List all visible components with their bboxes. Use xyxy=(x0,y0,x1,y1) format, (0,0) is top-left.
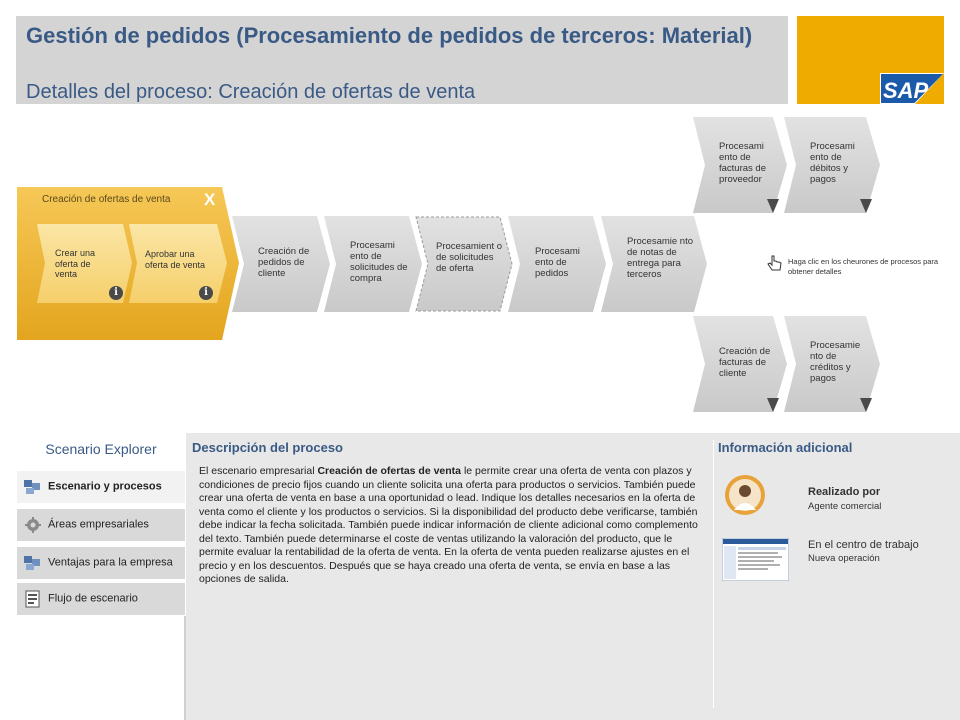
chevron-label: Procesami ento de facturas de proveedor xyxy=(719,141,766,185)
chevron-label: Creación de pedidos de cliente xyxy=(258,246,310,279)
chevron-sales-order[interactable] xyxy=(232,216,330,312)
person-avatar-icon xyxy=(724,474,766,516)
flow-icon xyxy=(23,590,43,608)
chart-icon xyxy=(23,554,43,572)
chevron-debits-payments[interactable] xyxy=(784,117,880,213)
step-label: Aprobar una oferta de venta xyxy=(145,249,206,270)
sap-logo xyxy=(797,16,944,104)
chevron-label: Procesamie nto de créditos y pagos xyxy=(810,340,861,384)
info-icon[interactable]: i xyxy=(199,286,213,300)
description-title: Descripción del proceso xyxy=(192,440,343,455)
explorer-item-benefits[interactable] xyxy=(17,547,185,579)
explorer-item-flow[interactable] xyxy=(17,583,185,615)
description-bold: Creación de ofertas de venta xyxy=(317,465,462,477)
step-label: Crear una oferta de venta xyxy=(55,248,96,279)
chevron-credits-payments[interactable] xyxy=(784,316,880,412)
description-body: le permite crear una oferta de venta con plazos y condiciones de precio fijos cuando un cliente solicita una oferta para productos o servicios. También puede crear una oferta de venta en base a una oportunidad o lead. Indique los detalles necesarios en la oferta de venta como el cliente y los productos o servicios. Si la disponibilidad del producto debe verificarse, también debe indicar la fecha solicitada. También puede indicar información de cliente adicional como complemento del texto. También puede determinarse el coste de ventas utilizando la valoración del producto, que le permite evaluar la rentabilidad de la oferta de venta. En la oferta de venta pueden realizarse ajustes en el precio y en los descuentos. Después que se haya creado una oferta de venta, se envía en base a las opciones de salida. xyxy=(199,465,698,585)
explorer-item-label: Escenario y procesos xyxy=(48,480,162,493)
chevron-label: Procesamie nto de notas de entrega para terceros xyxy=(627,236,694,280)
performer-label: Realizado por xyxy=(808,486,881,498)
chevron-label: Procesamient o de solicitudes de oferta xyxy=(436,241,503,274)
screenshot-thumbnail-icon xyxy=(722,538,789,581)
explorer-item-areas[interactable] xyxy=(17,509,185,541)
chevron-rfq[interactable] xyxy=(415,216,513,312)
explorer-item-label: Flujo de escenario xyxy=(48,592,138,605)
chevron-label: Procesami ento de débitos y pagos xyxy=(810,141,855,185)
step-create-quotation[interactable] xyxy=(55,248,110,280)
performer-value: Agente comercial xyxy=(808,501,882,512)
page-title: Gestión de pedidos (Procesamiento de pedidos de terceros: Material) xyxy=(26,23,753,48)
page-subtitle: Detalles del proceso: Creación de ofertas de venta xyxy=(26,81,476,103)
explorer-divider xyxy=(184,616,186,720)
additional-info-title: Información adicional xyxy=(718,440,853,455)
description-text xyxy=(199,465,704,587)
step-approve-quotation[interactable] xyxy=(145,249,211,270)
work-center-label: En el centro de trabajo xyxy=(808,539,919,551)
chevron-vendor-invoices[interactable] xyxy=(693,117,787,213)
chevron-purchase-requisition[interactable] xyxy=(324,216,422,312)
hint-text: Haga clic en los cheurones de procesos para obtener detalles xyxy=(788,257,939,276)
gear-icon xyxy=(23,516,43,534)
header-bar xyxy=(16,16,788,104)
explorer-item-label: Áreas empresariales xyxy=(48,518,149,531)
info-icon[interactable]: i xyxy=(109,286,123,300)
hand-pointer-icon xyxy=(766,254,784,279)
svg-text:SAP: SAP xyxy=(883,78,929,103)
work-center-value: Nueva operación xyxy=(808,553,880,564)
scenario-icon xyxy=(23,478,43,496)
chevron-purchase-order[interactable] xyxy=(508,216,606,312)
chevron-label: Procesami ento de pedidos xyxy=(535,246,580,279)
active-block-title: Creación de ofertas de venta xyxy=(42,194,171,205)
explorer-item-scenario[interactable] xyxy=(17,471,185,503)
chevron-delivery-notes[interactable] xyxy=(601,216,707,312)
explorer-title: Scenario Explorer xyxy=(45,441,157,457)
chevron-customer-invoices[interactable] xyxy=(693,316,787,412)
panel-divider xyxy=(713,440,714,708)
chevron-label: Creación de facturas de cliente xyxy=(719,346,771,379)
close-button[interactable]: X xyxy=(204,190,216,209)
description-intro: El escenario empresarial xyxy=(199,465,318,477)
explorer-item-label: Ventajas para la empresa xyxy=(48,556,173,569)
chevron-label: Procesami ento de solicitudes de compra xyxy=(350,240,408,284)
scenario-explorer xyxy=(16,433,186,720)
